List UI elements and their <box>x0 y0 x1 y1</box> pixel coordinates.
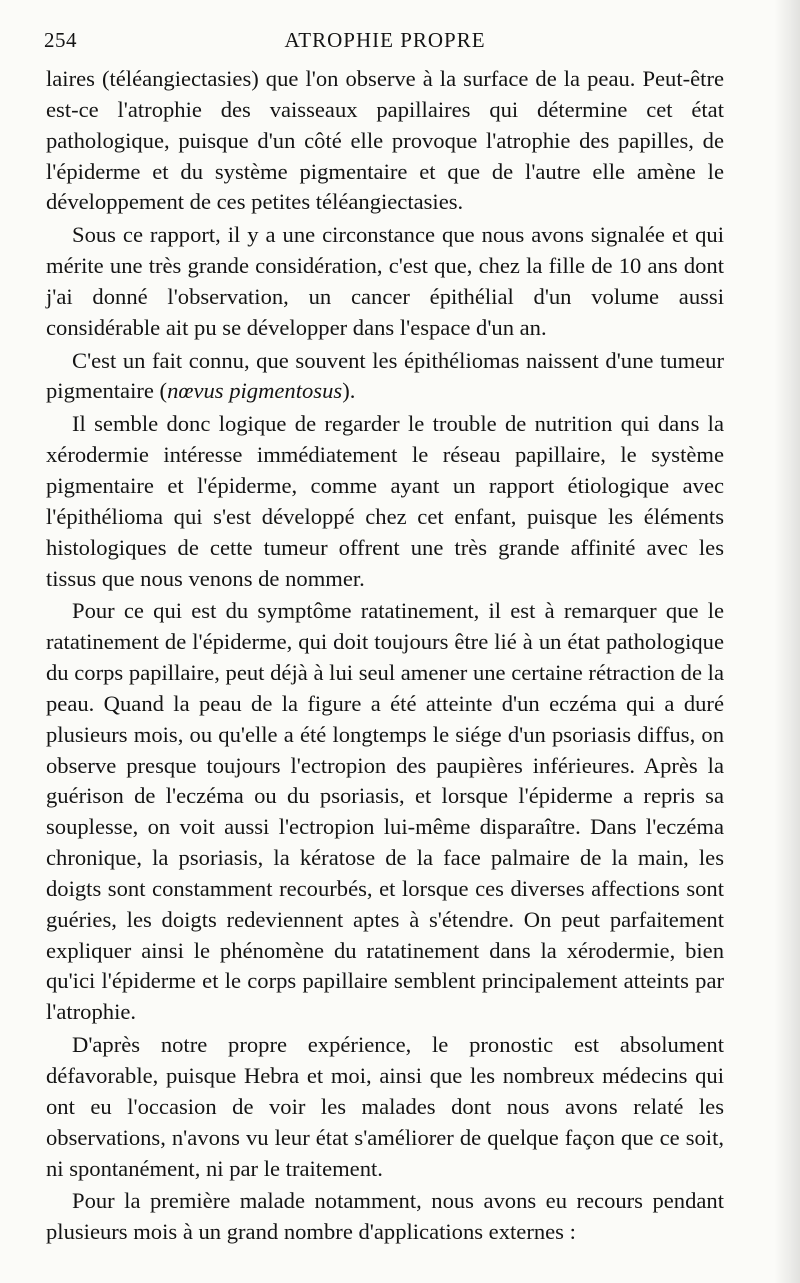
paragraph: Pour la première malade notamment, nous avons eu recours pendant plusieurs mois à un grand nombre d'applications externes : <box>46 1188 724 1245</box>
paragraph-text: ). <box>342 378 356 404</box>
paragraph: Pour ce qui est du symptôme ratatinement, il est à remarquer que le ratatinement de l'épiderme, qui doit toujours être lié à un état pathologique du corps papillaire, peut déjà à lui seul amener une certaine rétraction de la peau. Quand la peau de la figure a été atteinte d'un eczéma qui a duré plusieurs mois, ou qu'elle a été longtemps le siége d'un psoriasis diffus, on observe presque toujours l'ectropion des paupières inférieures. Après la guérison de l'eczéma ou du psoriasis, et lorsque l'épiderme a repris sa souplesse, on voit aussi l'ectropion lui-même disparaître. Dans l'eczéma chronique, la psoriasis, la kératose de la face palmaire de la main, les doigts sont constamment recourbés, et lorsque ces diverses affections sont guéries, les doigts redeviennent aptes à s'étendre. On peut parfaitement expliquer ainsi le phénomène du ratatinement dans la xérodermie, bien qu'ici l'épiderme et le corps papillaire semblent principalement atteints par l'atrophie. <box>46 598 724 1025</box>
running-title: ATROPHIE PROPRE <box>284 28 486 52</box>
latin-term: nœvus pigmentosus <box>167 378 343 404</box>
paragraph <box>46 346 724 408</box>
paragraph: Il semble donc logique de regarder le trouble de nutrition qui dans la xérodermie intéresse immédiatement le réseau papillaire, le système pigmentaire et l'épiderme, comme ayant un rapport étiologique avec l'épithélioma qui s'est développé chez cet enfant, puisque les éléments histologiques de cette tumeur offrent une très grande affinité avec les tissus que nous venons de nommer. <box>46 411 724 591</box>
body-text <box>46 64 724 1250</box>
paragraph-continuation: laires (téléangiectasies) que l'on observe à la surface de la peau. Peut-être est-ce l'atrophie des vaisseaux papillaires qui détermine cet état pathologique, puisque d'un côté elle provoque l'atrophie des papilles, de l'épiderme et du système pigmentaire et que de l'autre elle amène le développement de ces petites téléangiectasies. <box>46 66 724 215</box>
page-header <box>44 28 726 62</box>
page-number: 254 <box>44 28 77 52</box>
paragraph: Sous ce rapport, il y a une circonstance que nous avons signalée et qui mérite une très grande considération, c'est que, chez la fille de 10 ans dont j'ai donné l'observation, un cancer épithélial d'un volume aussi considérable ait pu se développer dans l'espace d'un an. <box>46 222 724 340</box>
paragraph: D'après notre propre expérience, le pronostic est absolument défavorable, puisque Hebra et moi, ainsi que les nombreux médecins qui ont eu l'occasion de voir les malades dont nous avons relaté les observations, n'avons vu leur état s'améliorer de quelque façon que ce soit, ni spontanément, ni par le traitement. <box>46 1032 724 1181</box>
paragraph-text: C'est un fait connu, que souvent les épithéliomas naissent d'une tumeur pigmentaire ( <box>46 347 724 404</box>
